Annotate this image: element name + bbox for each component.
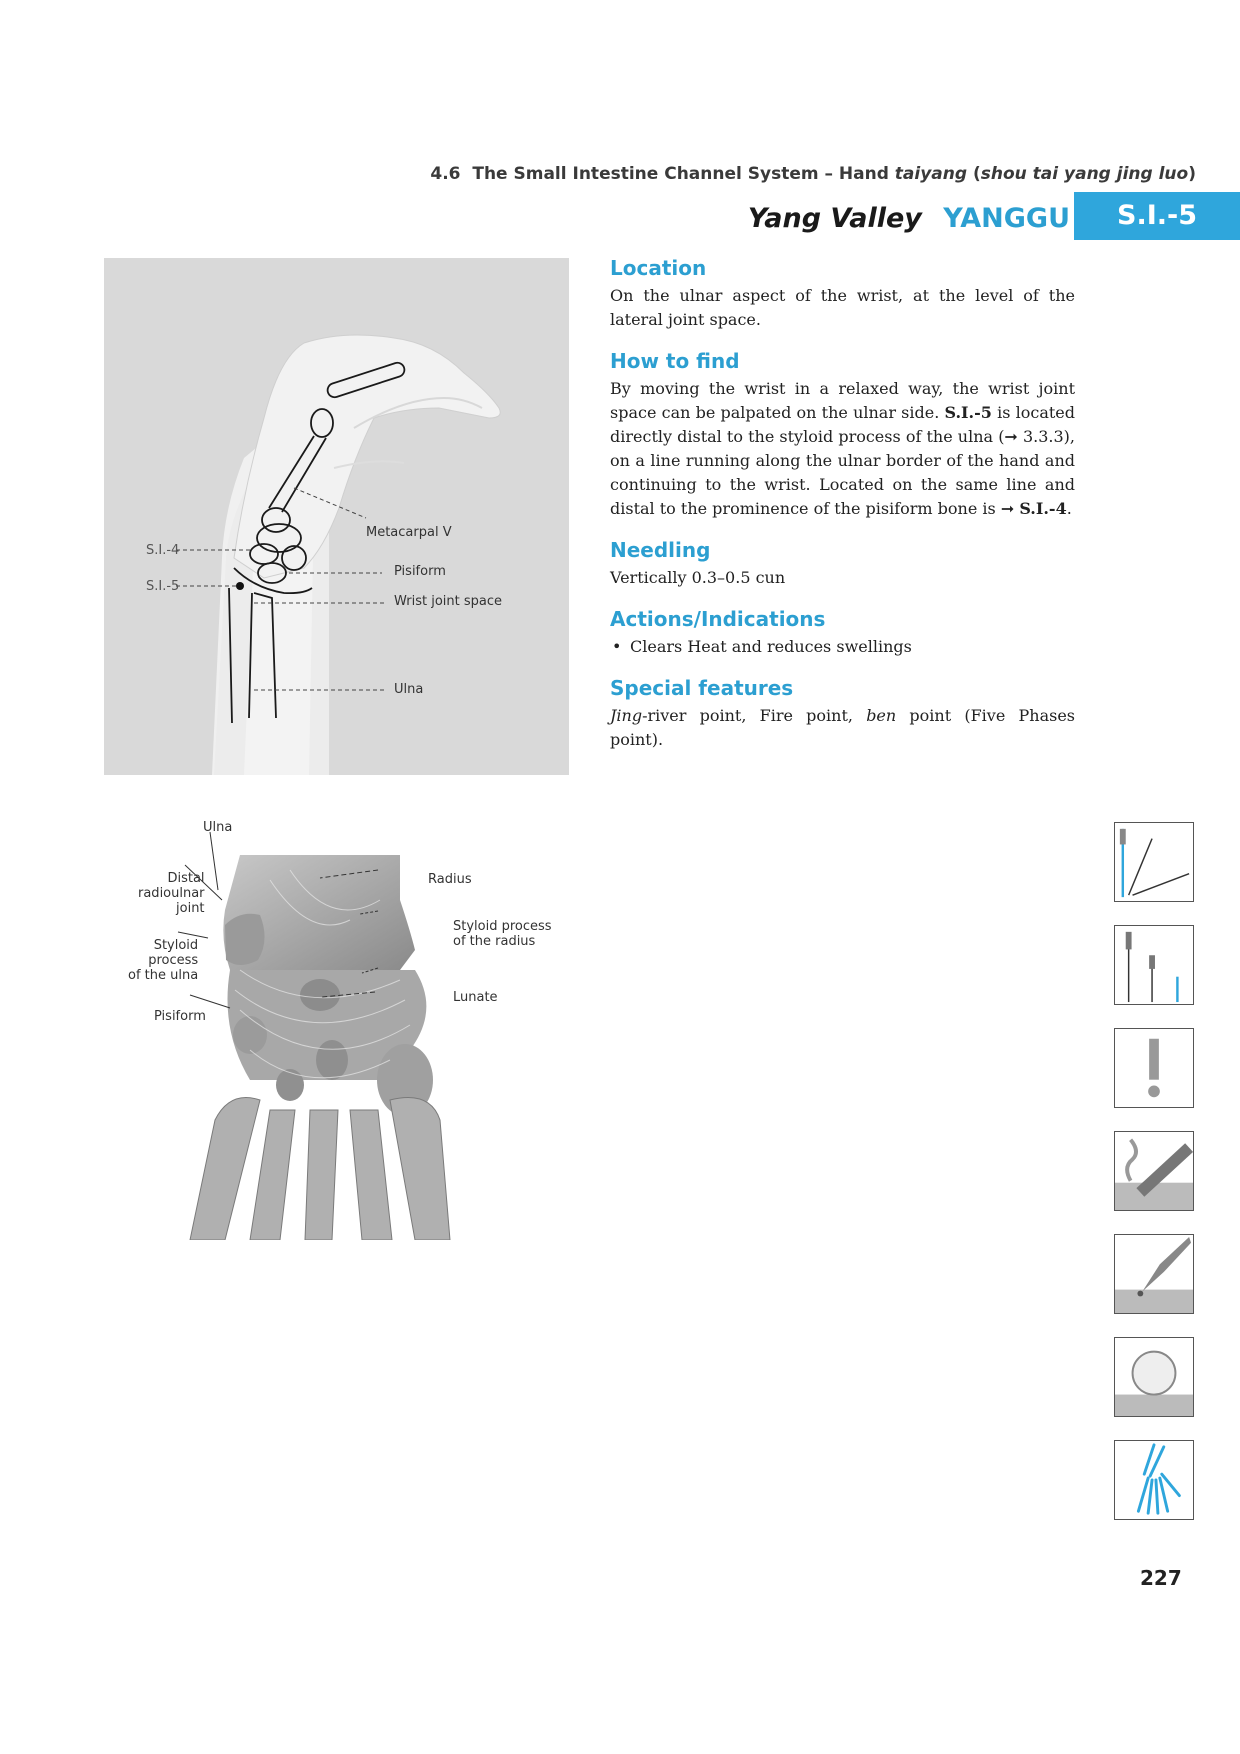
- label-wrist-joint: Wrist joint space: [394, 594, 503, 609]
- needling-text: Vertically 0.3–0.5 cun: [610, 568, 786, 587]
- chapter-number: 4.6: [430, 164, 461, 184]
- anatomy-label-radius: Radius: [428, 872, 472, 887]
- special-heading: Special features: [610, 676, 794, 700]
- ref-si5: S.I.-5: [944, 403, 992, 422]
- hand-illustration: [104, 258, 569, 775]
- label-styloid-process-radius: Styloid process: [453, 919, 552, 934]
- chapter-title-italic: taiyang: [894, 164, 968, 184]
- chapter-title: The Small Intestine Channel System – Hand: [472, 164, 889, 184]
- location-heading: Location: [610, 256, 707, 280]
- section-needling: [610, 538, 1075, 590]
- actions-heading: Actions/Indications: [610, 607, 826, 631]
- anatomy-label-ulna: Ulna: [203, 820, 233, 835]
- ref-si4: S.I.-4: [1019, 499, 1067, 518]
- hand-skeleton-icon: [1114, 1440, 1194, 1520]
- anatomy-label-pisiform: Pisiform: [154, 1009, 206, 1024]
- label-si4: S.I.-4: [146, 543, 180, 558]
- anatomy-label-lunate: Lunate: [453, 990, 498, 1005]
- bleeding-lancet-icon: [1114, 1234, 1194, 1314]
- label-of-the-radius: of the radius: [453, 934, 536, 949]
- label-ulna: Ulna: [394, 682, 424, 697]
- special-text: [610, 704, 1075, 752]
- chapter-header: [430, 164, 1196, 184]
- point-name-pinyin: YANGGU: [943, 203, 1070, 234]
- chapter-title-pinyin: shou tai yang jing luo: [980, 164, 1189, 184]
- special-italic-jing: Jing: [610, 706, 643, 725]
- anatomy-label-styloid-radius: [453, 919, 552, 949]
- how-to-find-part3: .: [1066, 499, 1072, 518]
- location-text: On the ulnar aspect of the wrist, at the level of the lateral joint space.: [610, 286, 1075, 329]
- section-location: [610, 256, 1075, 332]
- caution-exclamation-icon: [1114, 1028, 1194, 1108]
- needling-heading: Needling: [610, 538, 711, 562]
- label-joint: joint: [176, 901, 205, 916]
- cupping-icon: [1114, 1337, 1194, 1417]
- label-si5: S.I.-5: [146, 579, 180, 594]
- special-part1: -river point, Fire point,: [642, 706, 867, 725]
- paren-close: ): [1188, 164, 1196, 184]
- point-title: [640, 203, 1070, 243]
- label-metacarpal: Metacarpal V: [366, 525, 452, 540]
- anatomy-figure: [110, 820, 570, 1240]
- section-how-to-find: [610, 349, 1075, 521]
- wrist-photo-figure: [104, 258, 569, 775]
- label-radioulnar: radioulnar: [138, 886, 205, 901]
- section-special-features: [610, 676, 1075, 752]
- moxibustion-stick-icon: [1114, 1131, 1194, 1211]
- how-to-find-part2: is located directly distal to the styloid process of the ulna (➞ 3.3.3), on a line running along the ulnar border of the hand and continuing to the wrist. Located on the same line and distal to the prominence of the pisiform bone is ➞: [610, 403, 1075, 518]
- label-styloid: Styloid: [153, 938, 199, 953]
- needles-angles-icon: [1114, 822, 1194, 902]
- point-description: [610, 256, 1075, 769]
- special-italic-ben: ben: [866, 706, 897, 725]
- how-to-find-heading: How to find: [610, 349, 740, 373]
- how-to-find-part1: By moving the wrist in a relaxed way, the wrist joint space can be palpated on the ulnar side.: [610, 379, 1075, 422]
- anatomy-label-styloid-ulna: [128, 938, 198, 983]
- paren-open: (: [972, 164, 981, 184]
- how-to-find-text: [610, 377, 1075, 521]
- section-actions: [610, 607, 1075, 659]
- anatomy-label-distal-radioulnar-joint: [138, 871, 205, 916]
- label-distal: Distal: [167, 871, 205, 886]
- label-process: process: [148, 953, 199, 968]
- special-part2: point (Five Phases point).: [610, 706, 1076, 749]
- label-of-ulna: of the ulna: [128, 968, 199, 983]
- point-code-badge: S.I.-5: [1074, 192, 1240, 240]
- actions-bullet: • Clears Heat and reduces swellings: [610, 635, 1075, 659]
- page-number: 227: [1140, 1566, 1182, 1590]
- point-name-english: Yang Valley: [747, 203, 922, 234]
- needle-lengths-icon: [1114, 925, 1194, 1005]
- label-pisiform: Pisiform: [394, 564, 446, 579]
